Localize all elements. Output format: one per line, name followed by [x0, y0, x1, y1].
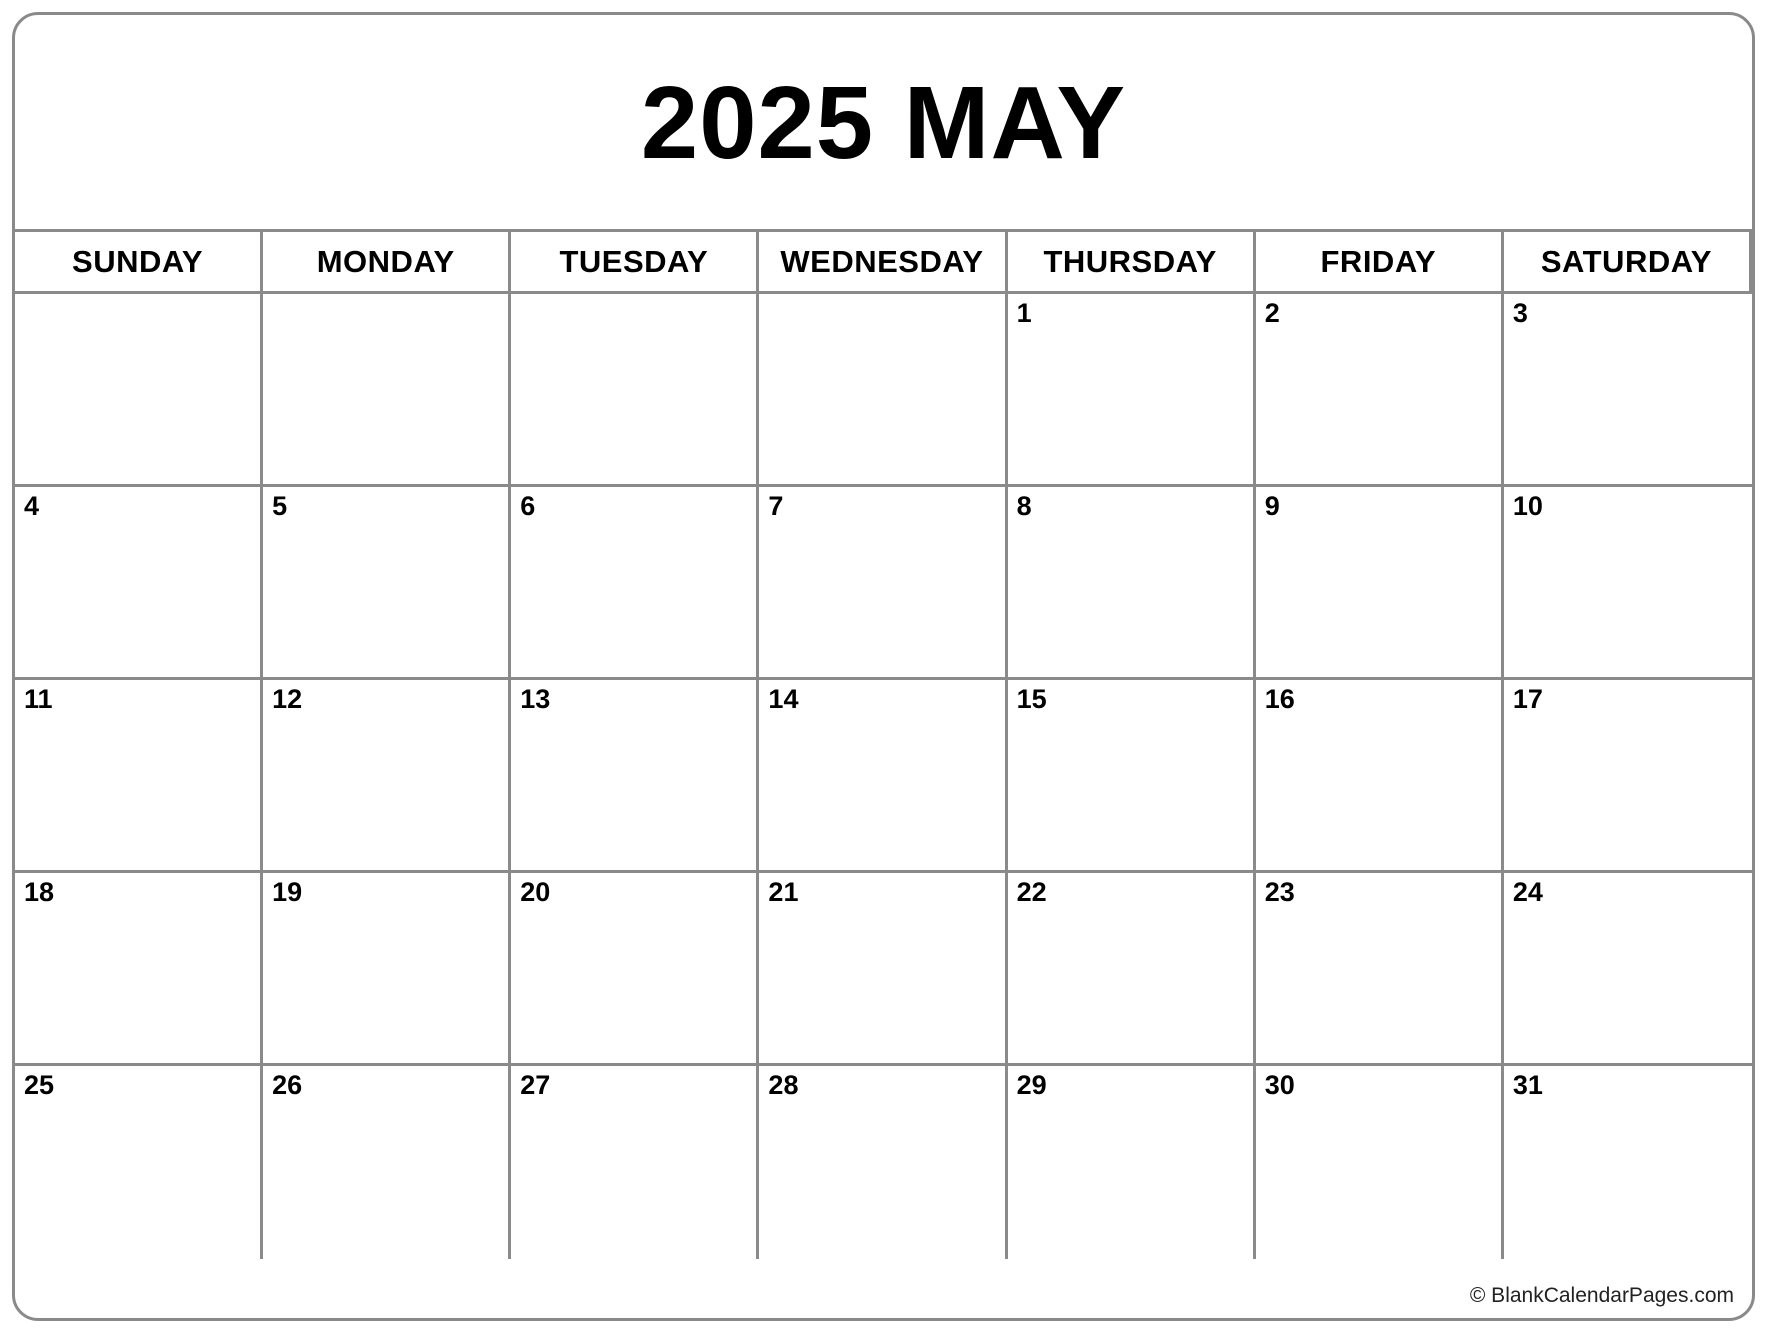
day-cell[interactable] — [1008, 1066, 1256, 1259]
day-cell[interactable] — [15, 680, 263, 873]
footer-credit: © BlankCalendarPages.com — [1469, 1284, 1734, 1307]
day-number: 29 — [1016, 1070, 1047, 1100]
weekday-header-saturday — [1504, 232, 1752, 294]
day-number: 16 — [1264, 684, 1295, 714]
weekday-header-thursday — [1008, 232, 1256, 294]
day-cell[interactable] — [263, 294, 511, 487]
day-number: 6 — [520, 491, 536, 521]
day-cell[interactable] — [1504, 873, 1752, 1066]
weekday-label: MONDAY — [316, 243, 455, 279]
day-number: 21 — [768, 877, 799, 907]
day-cell[interactable] — [759, 487, 1007, 680]
day-cell[interactable] — [511, 873, 759, 1066]
day-cell[interactable] — [1504, 680, 1752, 873]
day-number: 26 — [272, 1070, 303, 1100]
day-number: 3 — [1512, 298, 1528, 328]
calendar-grid — [15, 229, 1752, 1259]
day-number: 20 — [520, 877, 551, 907]
day-cell[interactable] — [263, 680, 511, 873]
day-number: 1 — [1016, 298, 1032, 328]
day-number: 24 — [1512, 877, 1543, 907]
day-cell[interactable] — [759, 680, 1007, 873]
day-number: 18 — [24, 877, 55, 907]
day-number: 31 — [1512, 1070, 1543, 1100]
weekday-header-sunday — [15, 232, 263, 294]
day-number: 19 — [272, 877, 303, 907]
weekday-header-monday — [263, 232, 511, 294]
day-cell[interactable] — [263, 873, 511, 1066]
day-number: 30 — [1264, 1070, 1295, 1100]
day-number: 13 — [520, 684, 551, 714]
weekday-label: SUNDAY — [72, 243, 204, 279]
weekday-label: SATURDAY — [1540, 243, 1712, 279]
weekday-label: TUESDAY — [559, 243, 709, 279]
weekday-header-wednesday — [759, 232, 1007, 294]
day-cell[interactable] — [15, 294, 263, 487]
day-cell[interactable] — [759, 294, 1007, 487]
day-cell[interactable] — [1504, 294, 1752, 487]
day-cell[interactable] — [759, 1066, 1007, 1259]
day-cell[interactable] — [1256, 294, 1504, 487]
weekday-header-friday — [1256, 232, 1504, 294]
day-cell[interactable] — [1008, 680, 1256, 873]
day-cell[interactable] — [1008, 294, 1256, 487]
day-cell[interactable] — [15, 1066, 263, 1259]
day-number: 4 — [24, 491, 40, 521]
day-number: 17 — [1512, 684, 1543, 714]
day-cell[interactable] — [511, 680, 759, 873]
day-cell[interactable] — [511, 1066, 759, 1259]
day-number: 5 — [272, 491, 288, 521]
day-cell[interactable] — [15, 487, 263, 680]
day-number: 28 — [768, 1070, 799, 1100]
day-number: 14 — [768, 684, 799, 714]
day-number: 25 — [24, 1070, 55, 1100]
day-number: 11 — [24, 684, 53, 714]
day-number: 23 — [1264, 877, 1295, 907]
day-number: 15 — [1016, 684, 1047, 714]
day-cell[interactable] — [1256, 1066, 1504, 1259]
day-cell[interactable] — [263, 487, 511, 680]
weekday-label: WEDNESDAY — [780, 243, 984, 279]
day-cell[interactable] — [1256, 487, 1504, 680]
weekday-header-tuesday — [511, 232, 759, 294]
page-title: 2025 MAY — [640, 64, 1127, 180]
day-cell[interactable] — [1504, 487, 1752, 680]
day-number: 9 — [1264, 491, 1280, 521]
day-cell[interactable] — [1256, 873, 1504, 1066]
day-cell[interactable] — [1504, 1066, 1752, 1259]
day-number: 27 — [520, 1070, 551, 1100]
day-cell[interactable] — [511, 294, 759, 487]
day-cell[interactable] — [511, 487, 759, 680]
day-number: 7 — [768, 491, 784, 521]
weekday-label: FRIDAY — [1320, 243, 1437, 279]
calendar-title-bar — [15, 15, 1752, 229]
day-number: 8 — [1016, 491, 1032, 521]
day-cell[interactable] — [1008, 487, 1256, 680]
day-number: 2 — [1264, 298, 1280, 328]
day-cell[interactable] — [1008, 873, 1256, 1066]
weekday-label: THURSDAY — [1043, 243, 1217, 279]
day-cell[interactable] — [15, 873, 263, 1066]
day-cell[interactable] — [263, 1066, 511, 1259]
day-cell[interactable] — [759, 873, 1007, 1066]
day-cell[interactable] — [1256, 680, 1504, 873]
calendar-page — [12, 12, 1755, 1321]
day-number: 10 — [1512, 491, 1543, 521]
day-number: 22 — [1016, 877, 1047, 907]
day-number: 12 — [272, 684, 303, 714]
